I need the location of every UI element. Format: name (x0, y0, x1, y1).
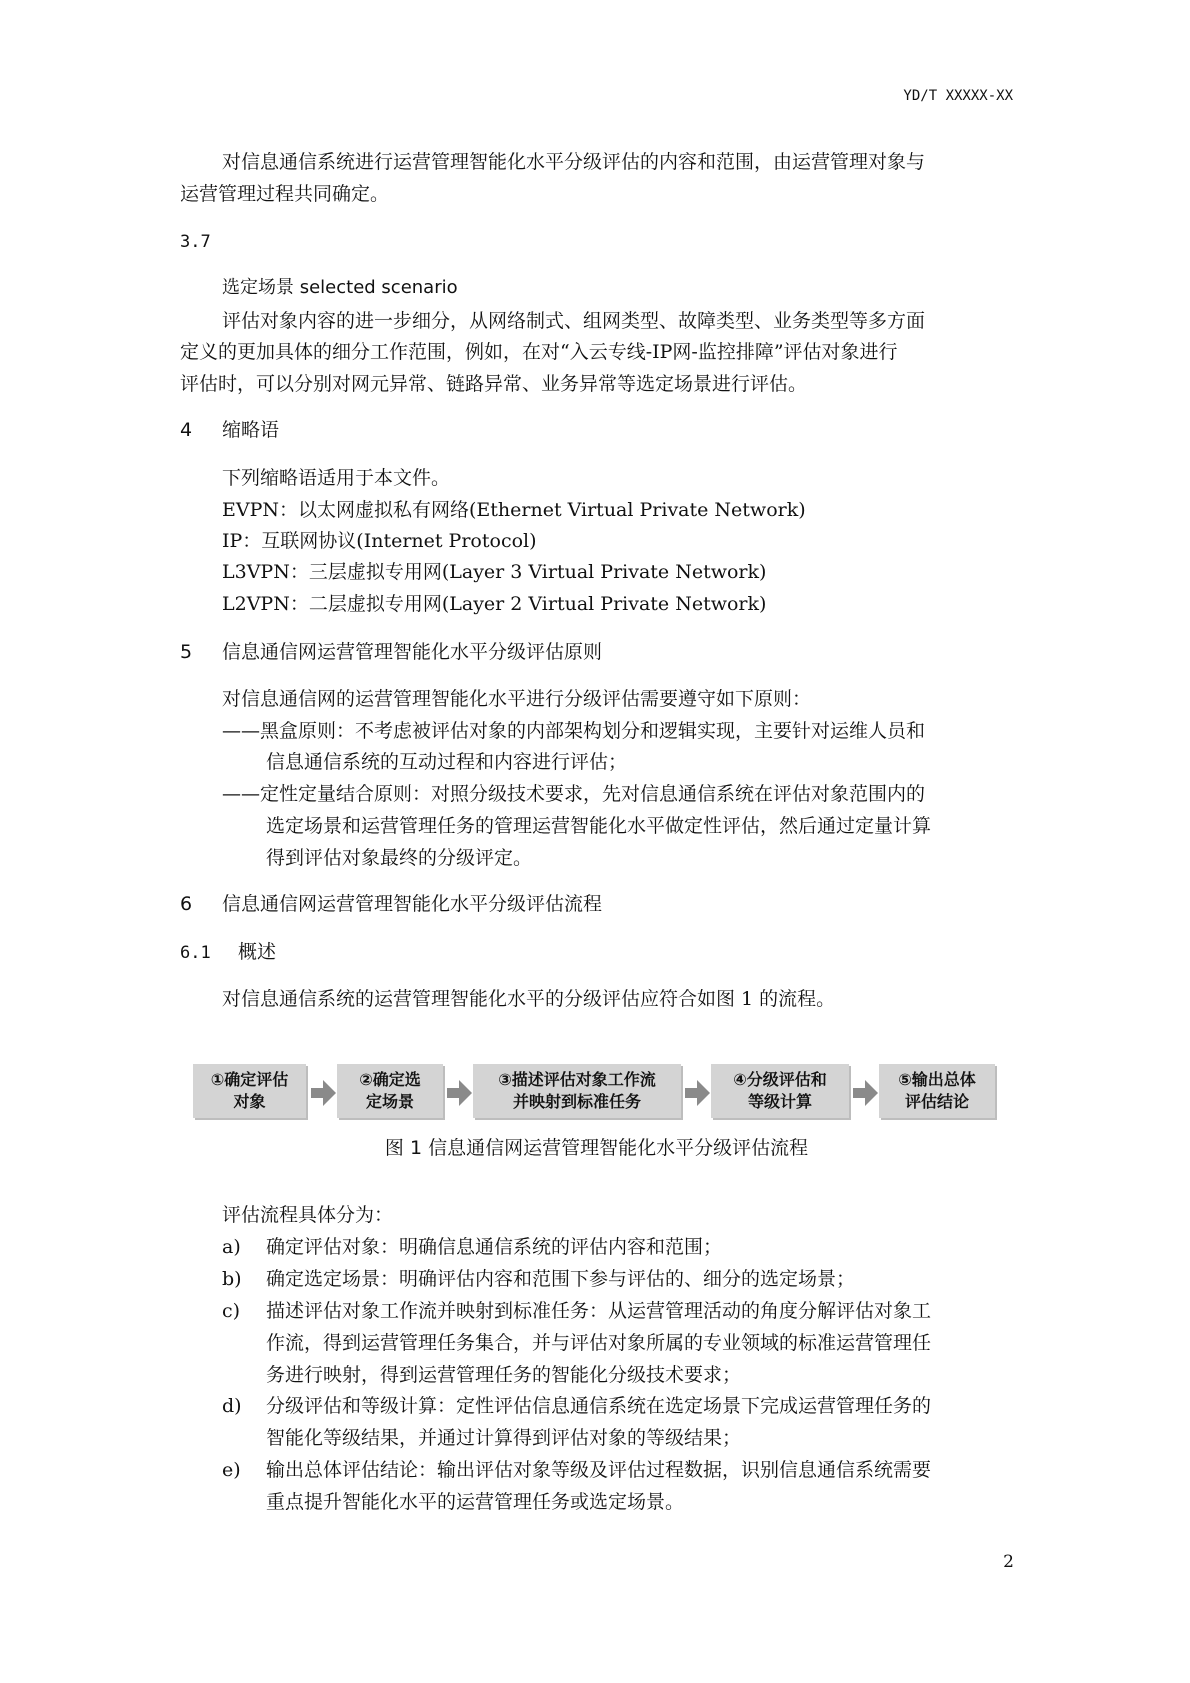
list-item-text: 分级评估和等级计算：定性评估信息通信系统在选定场景下完成运营管理任务的 (266, 1395, 932, 1417)
section-intro: 对信息通信网的运营管理智能化水平进行分级评估需要遵守如下原则： (222, 688, 812, 710)
principle-line: 选定场景和运营管理任务的管理运营智能化水平做定性评估，然后通过定量计算 (266, 815, 932, 837)
definition-line: 评估时，可以分别对网元异常、链路异常、业务异常等选定场景进行评估。 (180, 373, 808, 395)
section-title: 缩略语 (222, 419, 280, 441)
list-label: c) (222, 1300, 241, 1322)
list-label: e) (222, 1459, 241, 1481)
flow-step-3: ③描述评估对象工作流 并映射到标准任务 (473, 1064, 681, 1118)
section-heading-4 (180, 414, 279, 446)
doc-code-header: YD/T XXXXX-XX (903, 88, 1013, 104)
principle-line: 得到评估对象最终的分级评定。 (266, 847, 533, 869)
flow-step-5: ⑤输出总体 评估结论 (879, 1064, 995, 1118)
list-item-text: 重点提升智能化水平的运营管理任务或选定场景。 (266, 1491, 685, 1513)
list-item-text: 描述评估对象工作流并映射到标准任务：从运营管理活动的角度分解评估对象工 (266, 1300, 932, 1322)
subsection-title: 概述 (238, 941, 277, 963)
principle-line: ——定性定量结合原则：对照分级技术要求，先对信息通信系统在评估对象范围内的 (222, 783, 926, 805)
list-item-text: 智能化等级结果，并通过计算得到评估对象的等级结果； (266, 1427, 742, 1449)
section-number: 4 (180, 419, 193, 441)
principle-line: ——黑盒原则：不考虑被评估对象的内部架构划分和逻辑实现，主要针对运维人员和 (222, 720, 926, 742)
subsection-heading-6-1 (180, 936, 276, 969)
list-item-text: 确定选定场景：明确评估内容和范围下参与评估的、细分的选定场景； (266, 1268, 856, 1290)
definition-line: 评估对象内容的进一步细分，从网络制式、组网类型、故障类型、业务类型等多方面 (222, 310, 926, 332)
abbreviation-item: IP：互联网协议(Internet Protocol) (222, 530, 537, 552)
list-item-text: 务进行映射，得到运营管理任务的智能化分级技术要求； (266, 1364, 742, 1386)
list-label: b) (222, 1268, 242, 1290)
term-title: 选定场景 selected scenario (222, 277, 458, 298)
flow-step-4: ④分级评估和 等级计算 (711, 1064, 849, 1118)
section-intro: 对信息通信系统的运营管理智能化水平的分级评估应符合如图 1 的流程。 (222, 988, 836, 1010)
process-intro: 评估流程具体分为： (222, 1204, 394, 1226)
list-label: a) (222, 1236, 241, 1258)
section-number: 6 (180, 893, 193, 915)
section-title: 信息通信网运营管理智能化水平分级评估流程 (222, 893, 603, 915)
paragraph-line: 对信息通信系统进行运营管理智能化水平分级评估的内容和范围，由运营管理对象与 (222, 151, 926, 173)
list-label: d) (222, 1395, 242, 1417)
principle-line: 信息通信系统的互动过程和内容进行评估； (266, 751, 628, 773)
section-number: 5 (180, 641, 193, 663)
section-title: 信息通信网运营管理智能化水平分级评估原则 (222, 641, 603, 663)
abbreviation-item: L3VPN：三层虚拟专用网(Layer 3 Virtual Private Network) (222, 561, 767, 583)
abbreviation-item: EVPN：以太网虚拟私有网络(Ethernet Virtual Private Network) (222, 499, 806, 521)
page-number: 2 (1003, 1552, 1014, 1572)
figure-caption: 图 1 信息通信网运营管理智能化水平分级评估流程 (384, 1137, 809, 1159)
section-heading-5 (180, 636, 602, 668)
section-heading-6 (180, 888, 602, 920)
paragraph-line: 运营管理过程共同确定。 (180, 183, 390, 205)
subsection-number: 6.1 (180, 943, 211, 963)
section-intro: 下列缩略语适用于本文件。 (222, 467, 451, 489)
list-item-text: 确定评估对象：明确信息通信系统的评估内容和范围； (266, 1236, 723, 1258)
list-item-text: 输出总体评估结论：输出评估对象等级及评估过程数据，识别信息通信系统需要 (266, 1459, 932, 1481)
term-number: 3.7 (180, 232, 211, 252)
flow-step-1: ①确定评估 对象 (193, 1064, 306, 1118)
list-item-text: 作流，得到运营管理任务集合，并与评估对象所属的专业领域的标准运营管理任 (266, 1332, 932, 1354)
definition-line: 定义的更加具体的细分工作范围，例如，在对“入云专线-IP网-监控排障”评估对象进行 (180, 341, 898, 363)
abbreviation-item: L2VPN：二层虚拟专用网(Layer 2 Virtual Private Network) (222, 593, 767, 615)
flow-step-2: ②确定选 定场景 (337, 1064, 443, 1118)
